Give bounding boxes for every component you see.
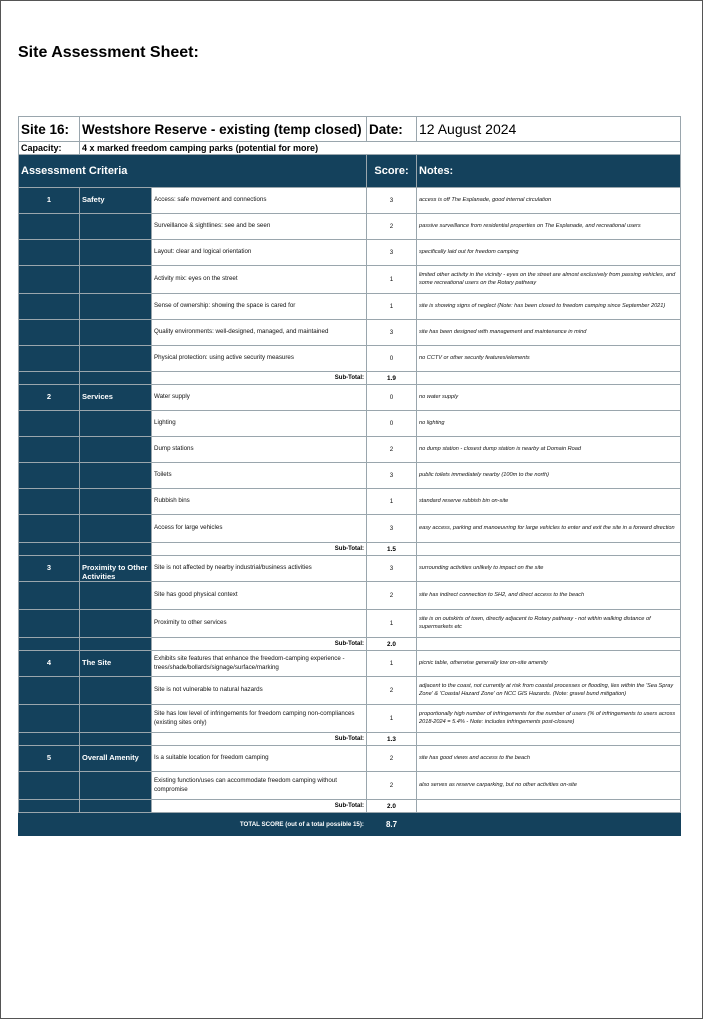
capacity-label: Capacity: (19, 142, 80, 155)
criterion-note: adjacent to the coast, not currently at risk from coastal processes or flooding, lies within the 'Sea Spray Zone' & 'Coastal Hazard Zone' on NCC GIS Hazards. (Note: gravel bund mitigation) (417, 677, 681, 705)
criterion-note: proportionally high number of infringements for the number of users (% of infringements to users across 2018-2024 = 5.4% - Note: includes infringements post-closure) (417, 705, 681, 733)
section-number (19, 515, 80, 543)
subtotal-row (19, 733, 681, 746)
subtotal-label: Sub-Total: (152, 372, 367, 385)
subtotal-value: 1.5 (367, 543, 417, 556)
total-label: TOTAL SCORE (out of a total possible 15): (152, 813, 367, 836)
site-name: Westshore Reserve - existing (temp closed) (80, 117, 367, 142)
site-header-row (19, 117, 681, 142)
score-header: Score: (367, 155, 417, 188)
criterion-score: 2 (367, 437, 417, 463)
criterion-score: 0 (367, 411, 417, 437)
criterion-note: picnic table, otherwise generally low on-site amenity (417, 651, 681, 677)
criterion-text: Water supply (152, 385, 367, 411)
criteria-row (19, 677, 681, 705)
criterion-note: specifically laid out for freedom camping (417, 240, 681, 266)
section-number-blank (19, 800, 80, 813)
subtotal-label: Sub-Total: (152, 733, 367, 746)
subtotal-value: 1.3 (367, 733, 417, 746)
section-number (19, 705, 80, 733)
section-number (19, 214, 80, 240)
total-blank-3 (417, 813, 681, 836)
section-number-blank (19, 543, 80, 556)
criterion-score: 0 (367, 346, 417, 372)
section-number (19, 346, 80, 372)
section-name: Proximity to Other Activities (80, 556, 152, 582)
criterion-note: site has been designed with management and maintenance in mind (417, 320, 681, 346)
criteria-row (19, 489, 681, 515)
subtotal-note-blank (417, 543, 681, 556)
total-blank-1 (19, 813, 80, 836)
criterion-note: standard reserve rubbish bin on-site (417, 489, 681, 515)
criterion-text: Quality environments: well-designed, managed, and maintained (152, 320, 367, 346)
criterion-score: 2 (367, 772, 417, 800)
section-number (19, 266, 80, 294)
criteria-row (19, 582, 681, 610)
section-name (80, 515, 152, 543)
section-name (80, 320, 152, 346)
subtotal-label: Sub-Total: (152, 638, 367, 651)
section-name (80, 705, 152, 733)
criterion-text: Dump stations (152, 437, 367, 463)
criterion-text: Proximity to other services (152, 610, 367, 638)
section-number (19, 437, 80, 463)
subtotal-label: Sub-Total: (152, 800, 367, 813)
criterion-score: 1 (367, 705, 417, 733)
criteria-row (19, 610, 681, 638)
section-number (19, 320, 80, 346)
criterion-note: surrounding activities unlikely to impact on the site (417, 556, 681, 582)
criteria-row (19, 385, 681, 411)
section-name: Safety (80, 188, 152, 214)
subtotal-row (19, 800, 681, 813)
section-number (19, 772, 80, 800)
total-row (19, 813, 681, 836)
date-label: Date: (367, 117, 417, 142)
criteria-row (19, 411, 681, 437)
criterion-text: Site is not affected by nearby industrial/business activities (152, 556, 367, 582)
section-number (19, 411, 80, 437)
criterion-text: Access: safe movement and connections (152, 188, 367, 214)
criterion-note: no water supply (417, 385, 681, 411)
capacity-row (19, 142, 681, 155)
criteria-row (19, 240, 681, 266)
subtotal-row (19, 372, 681, 385)
criteria-row (19, 346, 681, 372)
section-number-blank (19, 372, 80, 385)
section-number: 5 (19, 746, 80, 772)
section-name (80, 240, 152, 266)
criterion-score: 2 (367, 677, 417, 705)
criterion-note: no dump station - closest dump station is nearby at Domain Road (417, 437, 681, 463)
criterion-note: site is showing signs of neglect (Note: has been closed to freedom camping since September 2021) (417, 294, 681, 320)
subtotal-value: 2.0 (367, 800, 417, 813)
criterion-text: Site is not vulnerable to natural hazards (152, 677, 367, 705)
section-number (19, 294, 80, 320)
section-number: 1 (19, 188, 80, 214)
criterion-score: 3 (367, 463, 417, 489)
criterion-score: 3 (367, 320, 417, 346)
criterion-text: Existing function/uses can accommodate freedom camping without compromise (152, 772, 367, 800)
criteria-row (19, 746, 681, 772)
subtotal-row (19, 543, 681, 556)
subtotal-note-blank (417, 800, 681, 813)
section-name (80, 294, 152, 320)
section-number: 4 (19, 651, 80, 677)
subtotal-note-blank (417, 638, 681, 651)
criteria-row (19, 463, 681, 489)
criterion-note: also serves as reserve carparking, but no other activities on-site (417, 772, 681, 800)
criterion-score: 1 (367, 294, 417, 320)
notes-header: Notes: (417, 155, 681, 188)
section-name (80, 677, 152, 705)
criteria-row (19, 266, 681, 294)
criteria-row (19, 188, 681, 214)
section-number (19, 582, 80, 610)
criteria-row (19, 437, 681, 463)
criterion-text: Access for large vehicles (152, 515, 367, 543)
section-name (80, 346, 152, 372)
section-name (80, 411, 152, 437)
criteria-header: Assessment Criteria (19, 155, 367, 188)
criterion-score: 1 (367, 610, 417, 638)
section-name: The Site (80, 651, 152, 677)
criteria-row (19, 294, 681, 320)
criteria-row (19, 320, 681, 346)
criteria-row (19, 214, 681, 240)
site-label: Site 16: (19, 117, 80, 142)
criterion-text: Physical protection: using active security measures (152, 346, 367, 372)
subtotal-note-blank (417, 733, 681, 746)
section-number: 2 (19, 385, 80, 411)
criterion-note: site is on outskirts of town, directly adjacent to Rotary pathway - not within walking distance of supermarkets etc (417, 610, 681, 638)
criterion-text: Layout: clear and logical orientation (152, 240, 367, 266)
section-number-blank (19, 638, 80, 651)
total-blank-2 (80, 813, 152, 836)
criterion-score: 3 (367, 188, 417, 214)
section-name: Services (80, 385, 152, 411)
section-name (80, 582, 152, 610)
total-value: 8.7 (367, 813, 417, 836)
section-name (80, 437, 152, 463)
date-value: 12 August 2024 (417, 117, 681, 142)
section-name-blank (80, 733, 152, 746)
section-number (19, 610, 80, 638)
section-number (19, 240, 80, 266)
criteria-row (19, 556, 681, 582)
criterion-note: public toilets immediately nearby (100m to the north) (417, 463, 681, 489)
section-name (80, 489, 152, 515)
column-header-row (19, 155, 681, 188)
criterion-score: 3 (367, 556, 417, 582)
assessment-table (18, 116, 681, 836)
criterion-note: site has indirect connection to SH2, and direct access to the beach (417, 582, 681, 610)
criterion-score: 0 (367, 385, 417, 411)
criterion-text: Is a suitable location for freedom camping (152, 746, 367, 772)
criterion-note: access is off The Esplanade, good internal circulation (417, 188, 681, 214)
criterion-score: 1 (367, 651, 417, 677)
section-name (80, 214, 152, 240)
subtotal-label: Sub-Total: (152, 543, 367, 556)
criterion-note: no CCTV or other security features/elements (417, 346, 681, 372)
criterion-text: Activity mix: eyes on the street (152, 266, 367, 294)
criterion-text: Sense of ownership: showing the space is cared for (152, 294, 367, 320)
criterion-score: 2 (367, 214, 417, 240)
criterion-score: 1 (367, 489, 417, 515)
criterion-score: 1 (367, 266, 417, 294)
criterion-text: Site has low level of infringements for freedom camping non-compliances (existing sites only) (152, 705, 367, 733)
section-name (80, 610, 152, 638)
section-number (19, 489, 80, 515)
section-name-blank (80, 372, 152, 385)
section-name-blank (80, 800, 152, 813)
criteria-row (19, 705, 681, 733)
criterion-score: 3 (367, 515, 417, 543)
criterion-note: limited other activity in the vicinity - eyes on the street are almost exclusively from passing vehicles, and some recreational users on the Rotary pathway (417, 266, 681, 294)
document-title: Site Assessment Sheet: (18, 44, 199, 61)
criterion-text: Surveillance & sightlines: see and be seen (152, 214, 367, 240)
criterion-text: Toilets (152, 463, 367, 489)
criterion-text: Rubbish bins (152, 489, 367, 515)
criteria-row (19, 772, 681, 800)
criterion-text: Exhibits site features that enhance the freedom-camping experience - trees/shade/bollards/signage/surface/marking (152, 651, 367, 677)
section-name-blank (80, 543, 152, 556)
subtotal-value: 2.0 (367, 638, 417, 651)
subtotal-row (19, 638, 681, 651)
section-name (80, 772, 152, 800)
section-name-blank (80, 638, 152, 651)
criteria-row (19, 515, 681, 543)
criterion-note: passive surveillance from residential properties on The Esplanade, and recreational users (417, 214, 681, 240)
subtotal-note-blank (417, 372, 681, 385)
capacity-value: 4 x marked freedom camping parks (potential for more) (80, 142, 681, 155)
criteria-row (19, 651, 681, 677)
criterion-text: Lighting (152, 411, 367, 437)
section-name (80, 266, 152, 294)
subtotal-value: 1.9 (367, 372, 417, 385)
criterion-score: 3 (367, 240, 417, 266)
section-number-blank (19, 733, 80, 746)
section-number (19, 463, 80, 489)
criterion-score: 2 (367, 582, 417, 610)
section-number: 3 (19, 556, 80, 582)
criterion-text: Site has good physical context (152, 582, 367, 610)
criterion-note: site has good views and access to the beach (417, 746, 681, 772)
criterion-note: no lighting (417, 411, 681, 437)
criterion-note: easy access, parking and manoeuvring for large vehicles to enter and exit the site in a forward direction (417, 515, 681, 543)
section-name: Overall Amenity (80, 746, 152, 772)
criterion-score: 2 (367, 746, 417, 772)
section-number (19, 677, 80, 705)
section-name (80, 463, 152, 489)
